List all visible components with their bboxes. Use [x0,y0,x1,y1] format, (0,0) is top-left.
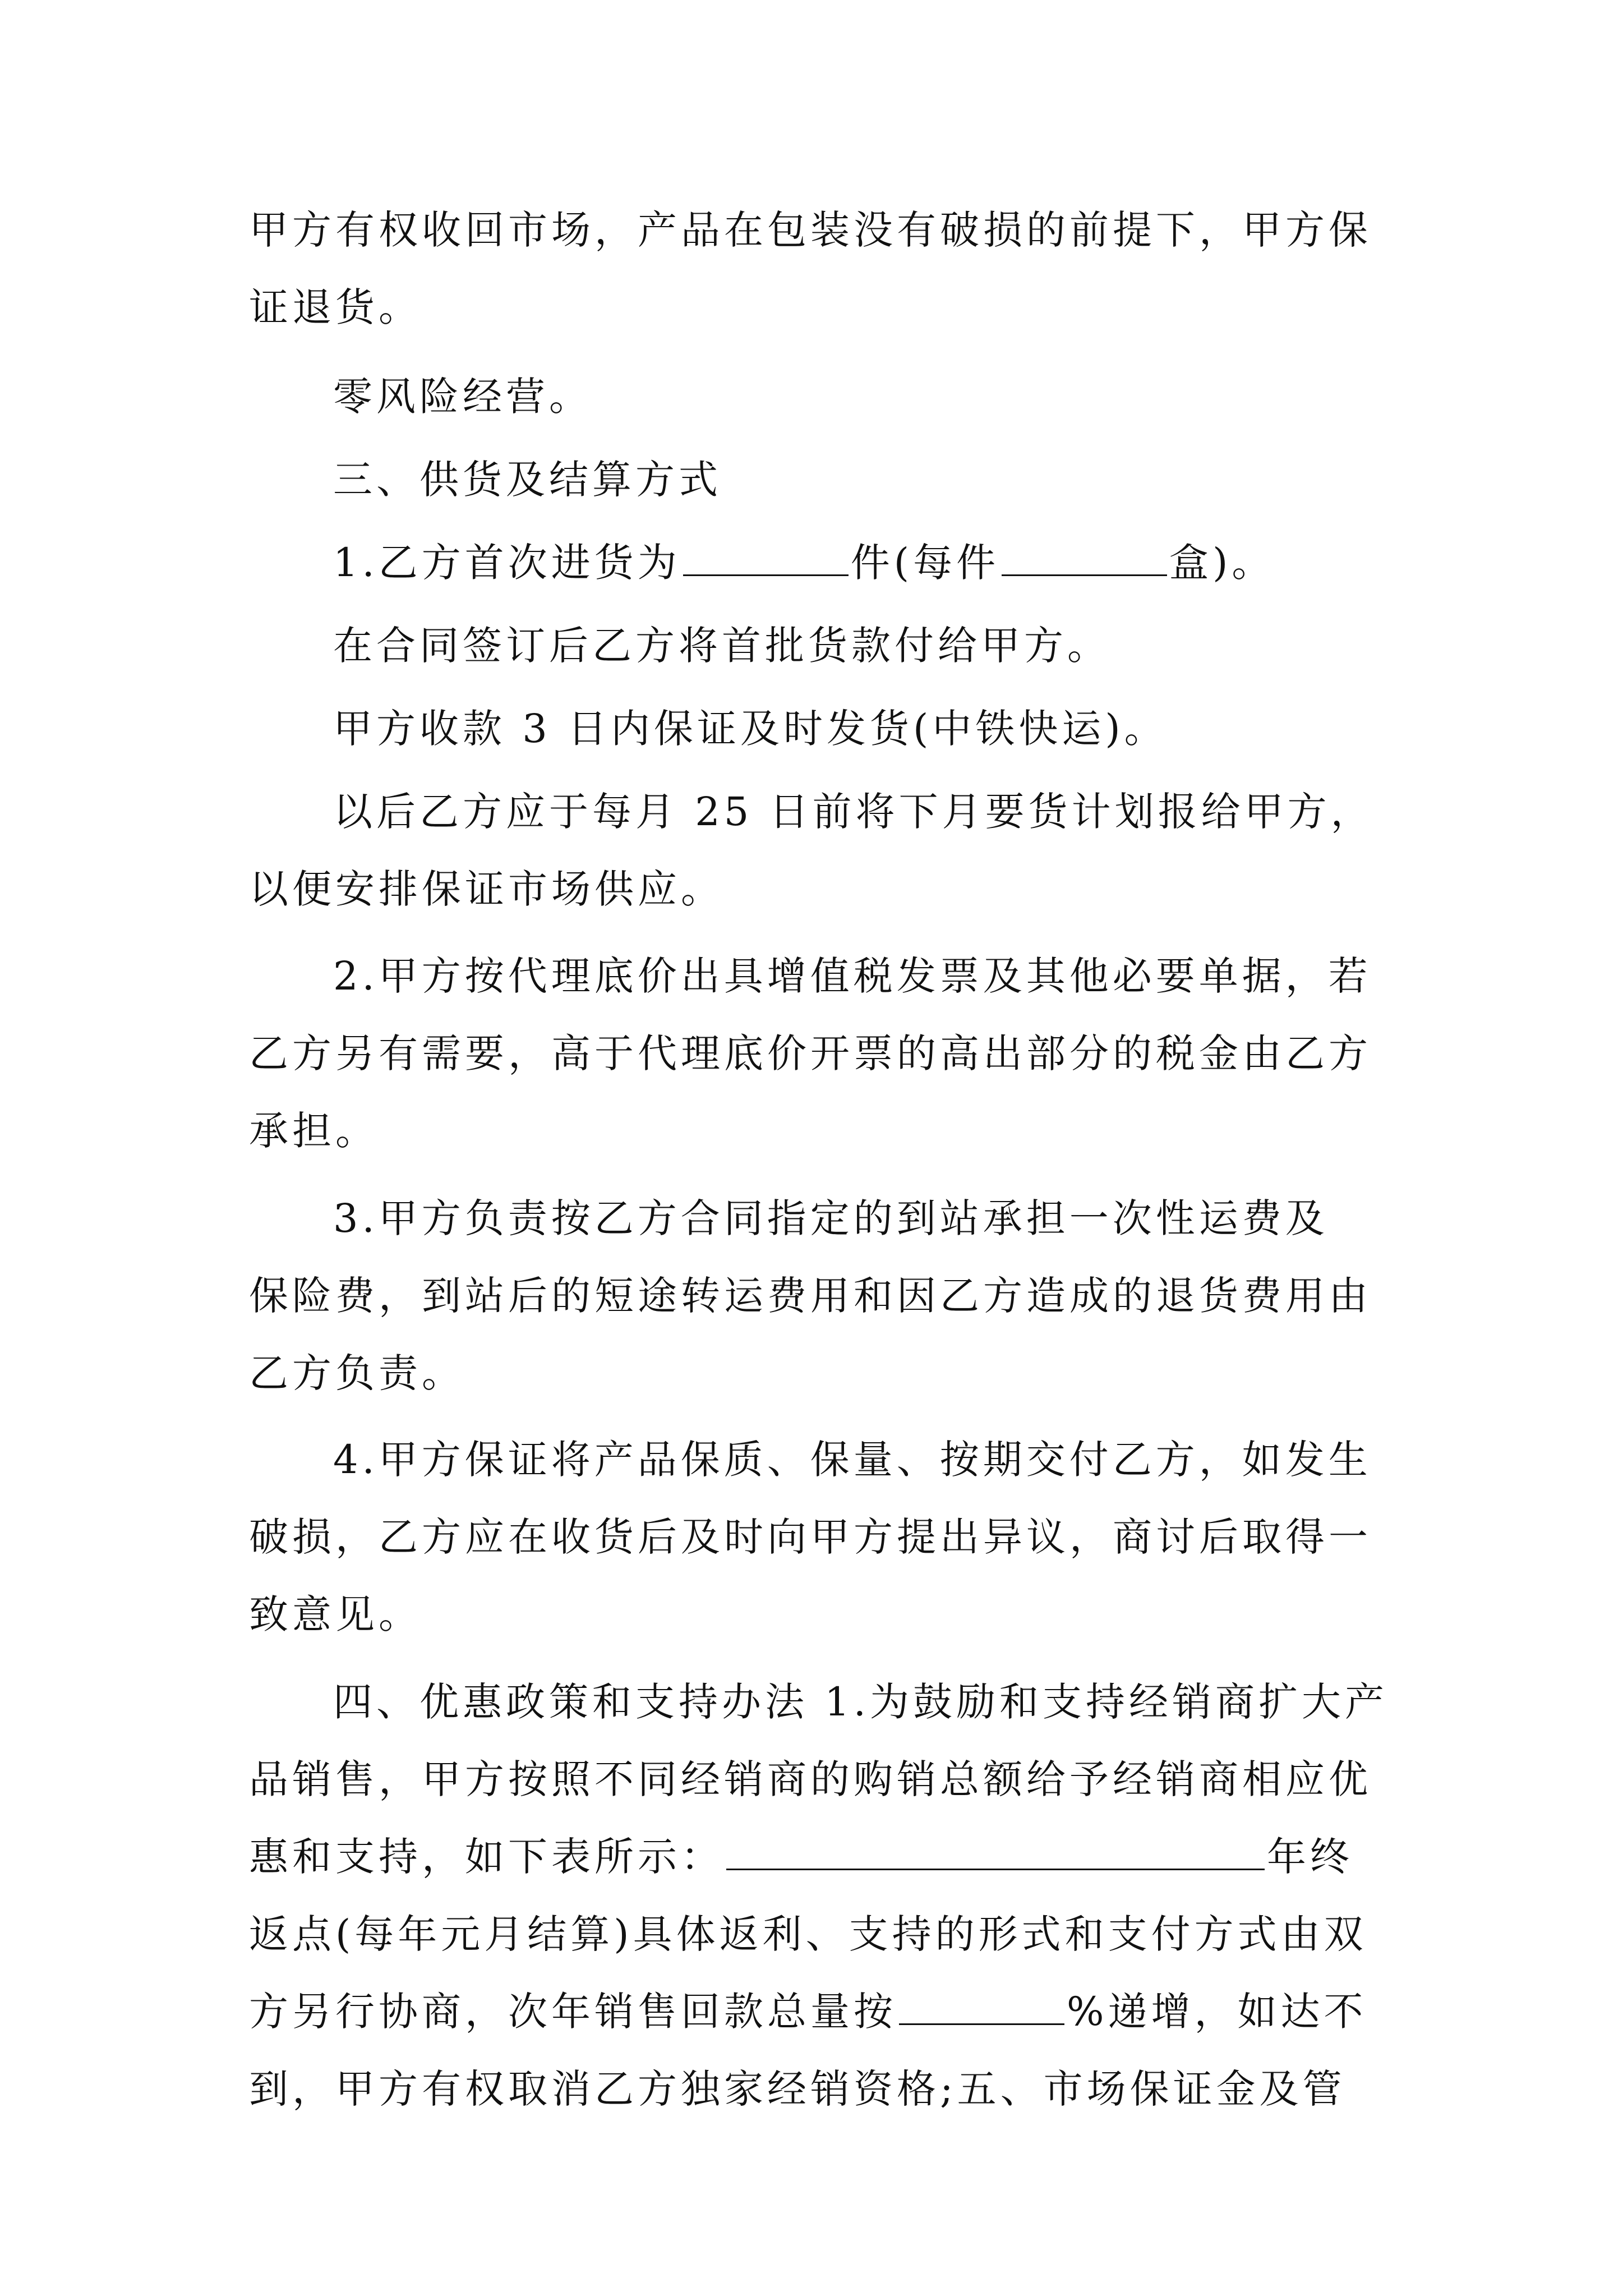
text-segment: 件(每件 [850,540,1000,586]
fill-blank [1002,539,1167,576]
text-line: 证退货。 [249,284,422,330]
text-line: 乙方负责。 [249,1350,465,1396]
text-line: 承担。 [249,1108,379,1154]
first-order-line [333,529,1275,596]
text-line: 到，甲方有权取消乙方独家经销资格;五、市场保证金及管 [249,2066,1346,2112]
text-segment: 年终 [1267,1834,1353,1880]
paragraph-line: 甲方收款 3 日内保证及时发货(中铁快运)。 [333,706,1168,752]
section-heading: 四、优惠政策和支持办法 1.为鼓励和支持经销商扩大产 [333,1679,1389,1725]
clause-line: 4.甲方保证将产品保质、保量、按期交付乙方，如发生 [333,1437,1372,1483]
paragraph-line: 在合同签订后乙方将首批货款付给甲方。 [333,623,1110,669]
clause-line: 2.甲方按代理底价出具增值税发票及其他必要单据，若 [333,953,1372,999]
text-line: 甲方有权收回市场，产品在包装没有破损的前提下，甲方保 [249,207,1372,253]
paragraph-line: 零风险经营。 [333,374,592,420]
text-line: 以便安排保证市场供应。 [249,866,724,912]
text-line: 致意见。 [249,1591,422,1637]
fill-blank [683,539,849,576]
text-segment: 盒)。 [1169,540,1275,586]
text-segment: 方另行协商，次年销售回款总量按 [249,1989,897,2035]
growth-line [249,1978,1367,2045]
text-segment: %递增，如达不 [1067,1989,1367,2035]
fill-blank [726,1833,1265,1870]
text-line: 破损，乙方应在收货后及时向甲方提出异议，商讨后取得一 [249,1514,1372,1560]
rebate-line [249,1823,1353,1890]
text-segment: 1.乙方首次进货为 [333,540,681,586]
fill-blank [899,1987,1064,2025]
text-line: 乙方另有需要，高于代理底价开票的高出部分的税金由乙方 [249,1030,1372,1076]
text-segment: 惠和支持，如下表所示： [249,1834,724,1880]
text-line: 保险费，到站后的短途转运费用和因乙方造成的退货费用由 [249,1273,1372,1319]
text-line: 返点(每年元月结算)具体返利、支持的形式和支付方式由双 [249,1911,1367,1957]
text-line: 品销售，甲方按照不同经销商的购销总额给予经销商相应优 [249,1756,1372,1802]
paragraph-line: 以后乙方应于每月 25 日前将下月要货计划报给甲方， [333,789,1374,835]
section-heading: 三、供货及结算方式 [333,457,722,503]
clause-line: 3.甲方负责按乙方合同指定的到站承担一次性运费及 [333,1195,1329,1241]
